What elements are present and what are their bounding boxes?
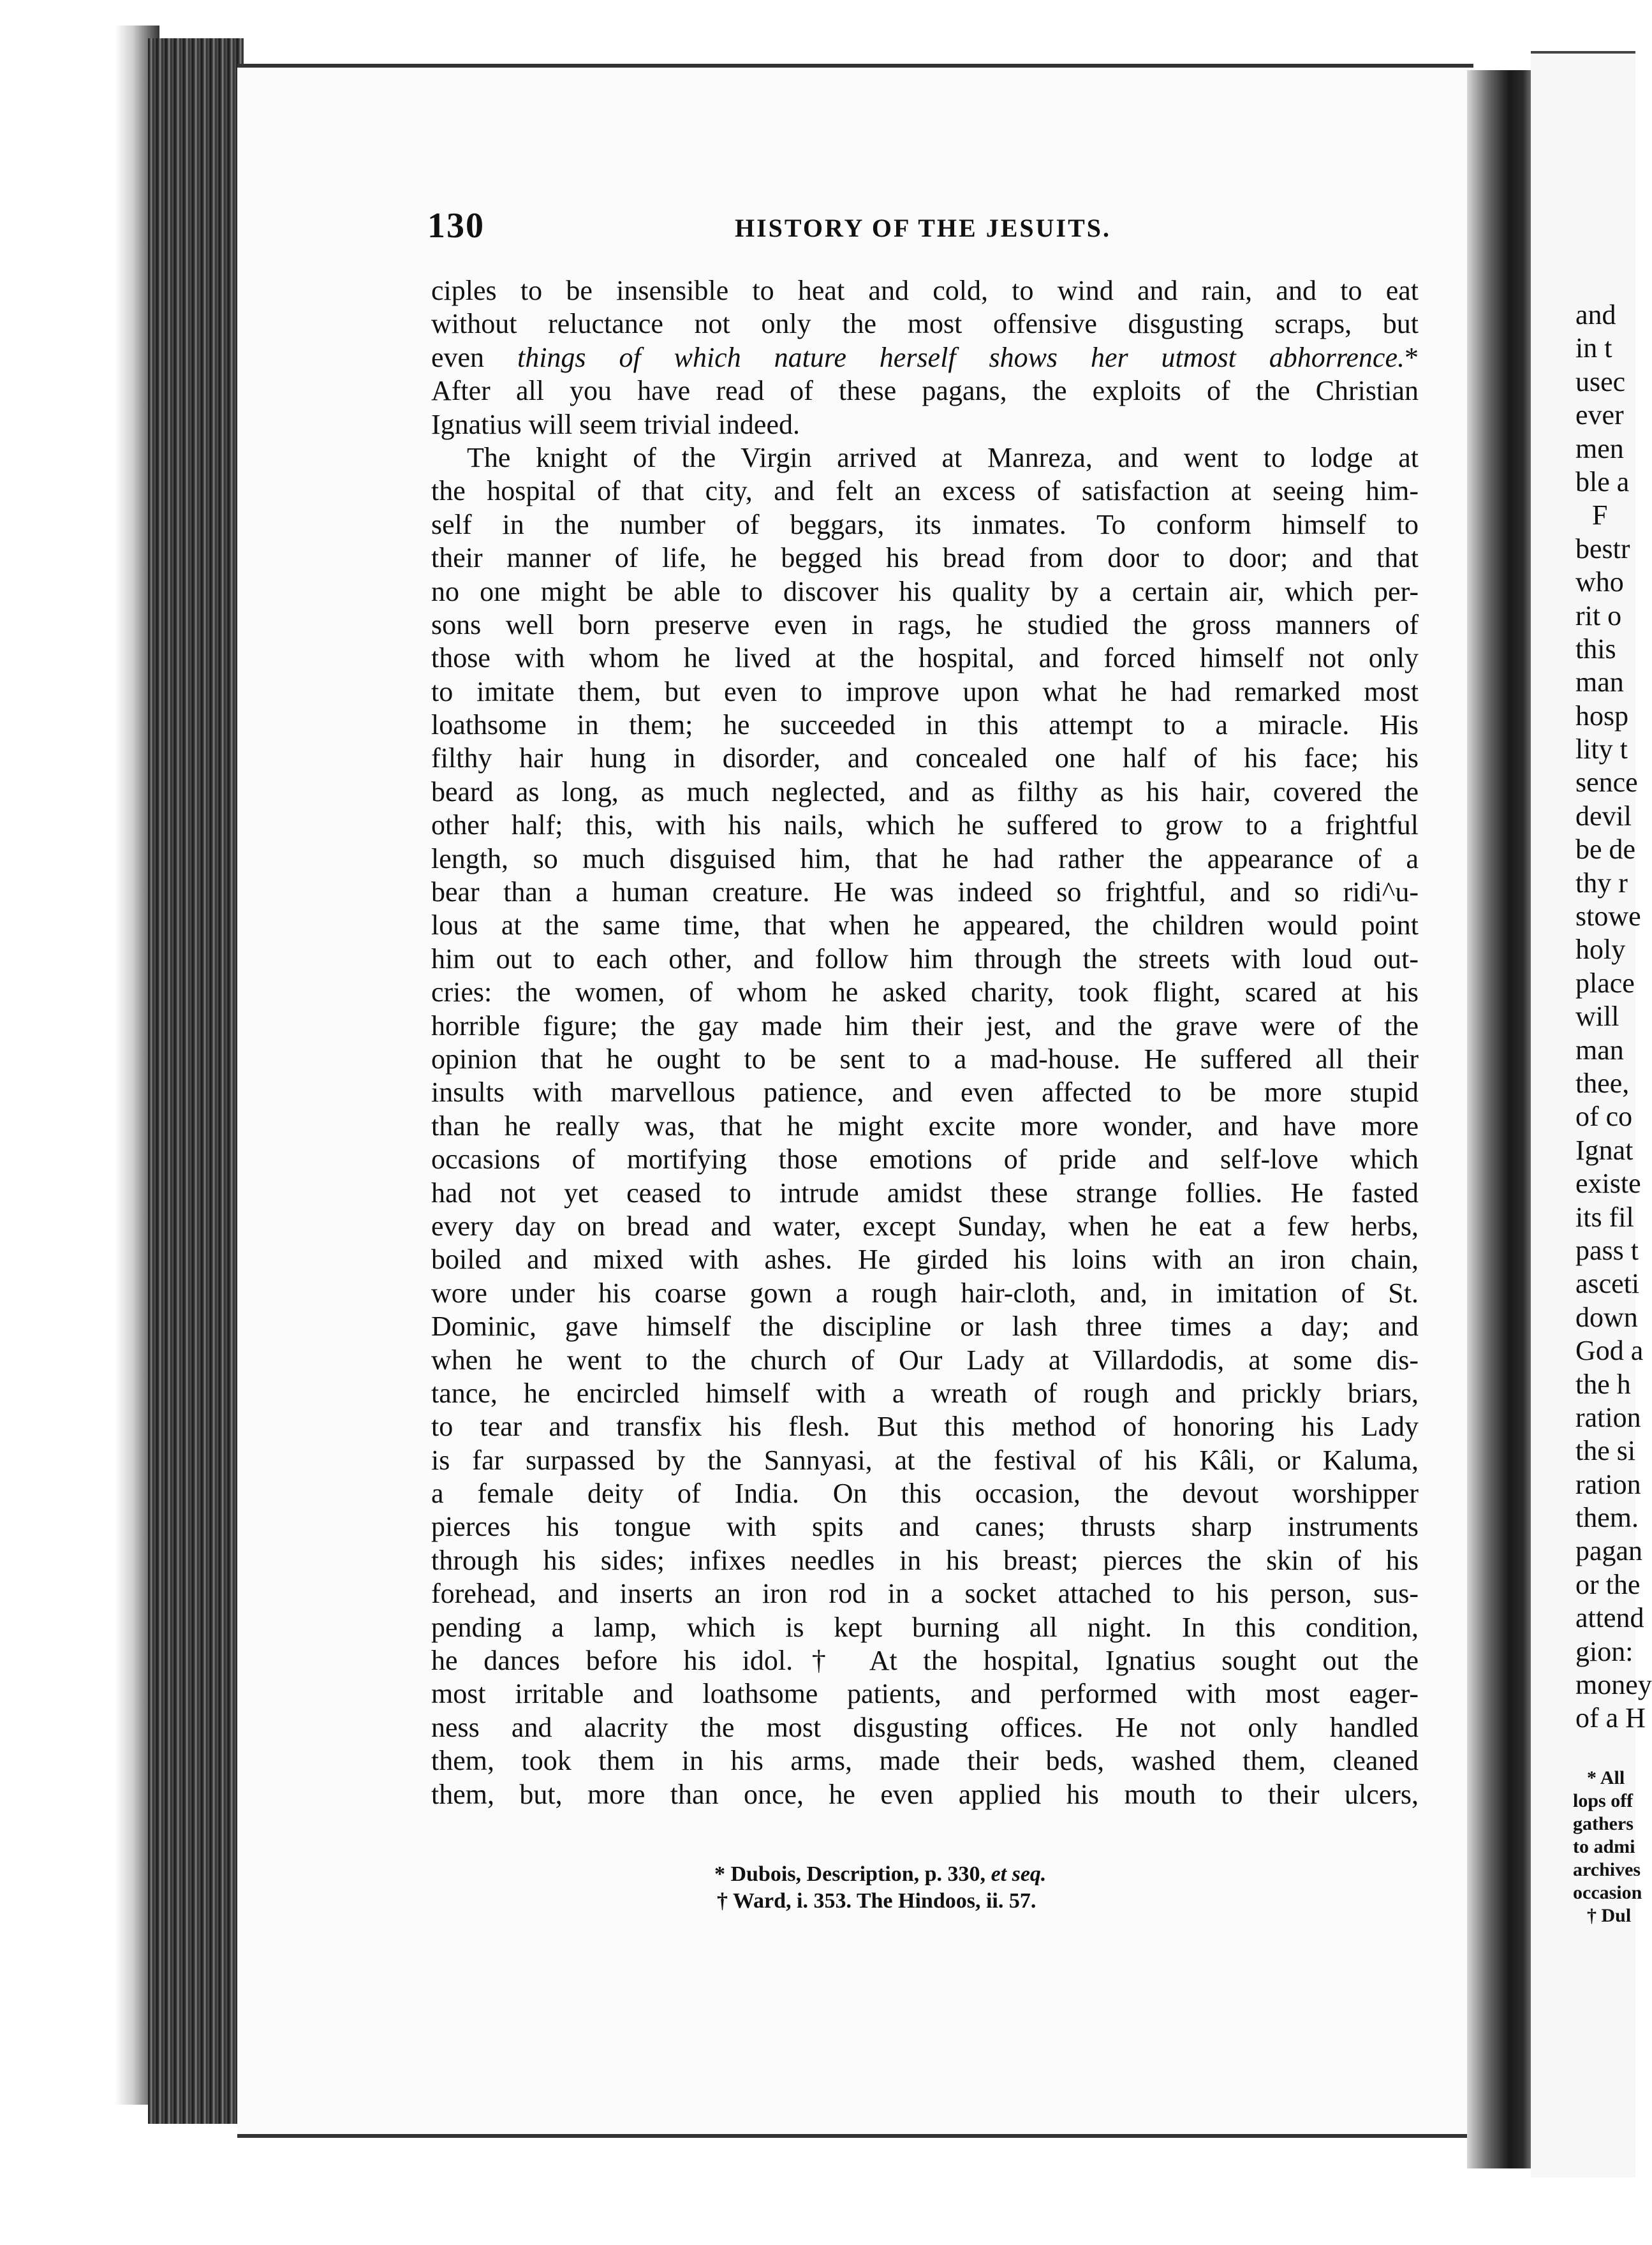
body-line: insults with marvellous patience, and even affected to be more stupid [431, 1077, 1419, 1108]
facing-line: will [1575, 1001, 1619, 1033]
body-line: without reluctance not only the most offensive disgusting scraps, but [431, 308, 1419, 340]
facing-page-notes [1573, 1767, 1642, 1927]
book-page-edges [148, 38, 244, 2124]
body-line: to imitate them, but even to improve upon what he had remarked most [431, 675, 1419, 707]
body-line: them, took them in his arms, made their beds, washed them, cleaned [431, 1745, 1419, 1777]
facing-line: ration [1575, 1468, 1641, 1500]
facing-line: asceti [1575, 1268, 1640, 1300]
page-header [427, 205, 1422, 251]
body-text [431, 274, 1419, 1811]
body-line: filthy hair hung in disorder, and concealed one half of his face; his [431, 742, 1419, 774]
facing-line: F [1592, 499, 1608, 531]
facing-line: thee, [1575, 1067, 1630, 1099]
facing-line: who [1575, 566, 1624, 598]
page-number: 130 [427, 206, 485, 246]
body-line: him out to each other, and follow him through the streets with loud out- [431, 943, 1419, 975]
body-line: length, so much disguised him, that he had rather the appearance of a [431, 843, 1419, 874]
facing-line: ever [1575, 399, 1624, 431]
body-line: is far surpassed by the Sannyasi, at the festival of his Kâli, or Kaluma, [431, 1444, 1419, 1476]
facing-line: pass t [1575, 1234, 1639, 1266]
facing-note-line: gathers [1573, 1813, 1634, 1834]
facing-page-text [1575, 298, 1652, 1735]
facing-line: hosp [1575, 700, 1629, 732]
book-gutter [1467, 70, 1537, 2168]
running-title: HISTORY OF THE JESUITS. [735, 214, 1111, 242]
facing-note-line: to admi [1573, 1836, 1635, 1857]
body-line: than he really was, that he might excite more wonder, and have more [431, 1110, 1419, 1142]
body-line: horrible figure; the gay made him their jest, and the grave were of the [431, 1010, 1419, 1042]
facing-line: its fil [1575, 1201, 1634, 1233]
body-line: those with whom he lived at the hospital, and forced himself not only [431, 642, 1419, 674]
facing-line: attend [1575, 1602, 1644, 1634]
body-line: Ignatius will seem trivial indeed. [431, 408, 800, 440]
body-line: ciples to be insensible to heat and cold, to wind and rain, and to eat [431, 275, 1419, 306]
facing-line: usec [1575, 365, 1626, 397]
facing-line: man [1575, 666, 1624, 698]
facing-note-line: * All [1587, 1767, 1625, 1788]
facing-line: stowe [1575, 901, 1641, 932]
facing-line: ration [1575, 1401, 1641, 1433]
facing-line: this [1575, 633, 1616, 665]
body-line: lous at the same time, that when he appeared, the children would point [431, 909, 1419, 941]
body-line: a female deity of India. On this occasion, the devout worshipper [431, 1478, 1419, 1510]
body-line: every day on bread and water, except Sunday, when he eat a few herbs, [431, 1210, 1419, 1242]
facing-line: them. [1575, 1502, 1639, 1534]
body-line: tance, he encircled himself with a wreath of rough and prickly briars, [431, 1377, 1419, 1409]
body-line: After all you have read of these pagans, the exploits of the Christian [431, 375, 1419, 407]
facing-line: or the [1575, 1568, 1641, 1600]
facing-line: bestr [1575, 533, 1630, 564]
footnote-2: † Ward, i. 353. The Hindoos, ii. 57. [717, 1889, 1036, 1913]
facing-note-line: occasion [1573, 1882, 1642, 1903]
facing-line: ble a [1575, 466, 1630, 497]
body-line: forehead, and inserts an iron rod in a socket attached to his person, sus- [431, 1578, 1419, 1610]
footnotes [714, 1861, 1288, 1915]
body-line: he dances before his idol.† At the hospital, Ignatius sought out the [431, 1645, 1419, 1677]
body-line: wore under his coarse gown a rough hair-cloth, and, in imitation of St. [431, 1277, 1419, 1309]
facing-line: of a H [1575, 1702, 1646, 1734]
facing-line: Ignat [1575, 1134, 1634, 1166]
body-line: no one might be able to discover his quality by a certain air, which per- [431, 575, 1419, 607]
footnote-1-mark: * [714, 1862, 731, 1886]
body-line: beard as long, as much neglected, and as filthy as his hair, covered the [431, 776, 1419, 807]
facing-line: the h [1575, 1368, 1631, 1400]
body-line: boiled and mixed with ashes. He girded his loins with an iron chain, [431, 1244, 1419, 1276]
facing-line: holy [1575, 934, 1626, 966]
footnote-1 [714, 1861, 1288, 1888]
facing-line: thy r [1575, 867, 1628, 899]
facing-note-line: archives [1573, 1859, 1641, 1880]
facing-line: sence [1575, 767, 1638, 799]
facing-line: man [1575, 1034, 1624, 1066]
body-line: bear than a human creature. He was indeed so frightful, and so ridi^u- [431, 876, 1419, 908]
body-line: pierces his tongue with spits and canes; thrusts sharp instruments [431, 1511, 1419, 1543]
facing-line: pagan [1575, 1535, 1643, 1567]
facing-line: existe [1575, 1168, 1641, 1200]
facing-line: men [1575, 432, 1624, 464]
body-line: through his sides; infixes needles in his breast; pierces the skin of his [431, 1544, 1419, 1576]
body-line: them, but, more than once, he even applied his mouth to their ulcers, [431, 1778, 1419, 1810]
body-line: to tear and transfix his flesh. But this method of honoring his Lady [431, 1411, 1419, 1443]
body-line: opinion that he ought to be sent to a mad-house. He suffered all their [431, 1043, 1419, 1075]
body-line: The knight of the Virgin arrived at Manreza, and went to lodge at [467, 441, 1419, 473]
facing-line: lity t [1575, 733, 1628, 765]
body-line: occasions of mortifying those emotions of pride and self-love which [431, 1144, 1419, 1175]
body-line: ness and alacrity the most disgusting offices. He not only handled [431, 1711, 1419, 1743]
facing-line: down [1575, 1301, 1638, 1333]
facing-line: rit o [1575, 600, 1622, 631]
facing-line: place [1575, 967, 1635, 999]
body-line: had not yet ceased to intrude amidst these strange follies. He fasted [431, 1177, 1419, 1209]
body-line: other half; this, with his nails, which he suffered to grow to a frightful [431, 809, 1419, 841]
facing-note-line: † Dul [1587, 1905, 1632, 1926]
facing-line: devil [1575, 800, 1632, 832]
facing-line: and [1575, 299, 1616, 330]
body-line: self in the number of beggars, its inmates. To conform himself to [431, 508, 1419, 540]
facing-line: in t [1575, 332, 1612, 364]
body-line: their manner of life, he begged his bread from door to door; and that [431, 542, 1419, 574]
body-line: cries: the women, of whom he asked charity, took flight, scared at his [431, 976, 1419, 1008]
facing-line: money [1575, 1669, 1652, 1701]
body-line: sons well born preserve even in rags, he studied the gross manners of [431, 608, 1419, 640]
facing-line: gion: [1575, 1635, 1634, 1667]
facing-line: be de [1575, 834, 1636, 865]
facing-line: of co [1575, 1101, 1633, 1133]
body-line: when he went to the church of Our Lady at Villardodis, at some dis- [431, 1344, 1419, 1376]
facing-line: God a [1575, 1335, 1644, 1367]
footnote-1-italic: et seq. [991, 1862, 1047, 1886]
facing-line: the si [1575, 1435, 1636, 1467]
body-line: pending a lamp, which is kept burning all night. In this condition, [431, 1611, 1419, 1643]
footnote-1-text: Dubois, Description, p. 330, [730, 1862, 991, 1886]
body-line: the hospital of that city, and felt an excess of satisfaction at seeing him- [431, 475, 1419, 507]
body-line: even things of which nature herself shows her utmost abhorrence.* [431, 341, 1419, 373]
body-line: Dominic, gave himself the discipline or lash three times a day; and [431, 1311, 1419, 1343]
facing-note-line: lops off [1573, 1790, 1634, 1811]
body-line: most irritable and loathsome patients, and performed with most eager- [431, 1678, 1419, 1710]
body-line: loathsome in them; he succeeded in this attempt to a miracle. His [431, 709, 1419, 741]
